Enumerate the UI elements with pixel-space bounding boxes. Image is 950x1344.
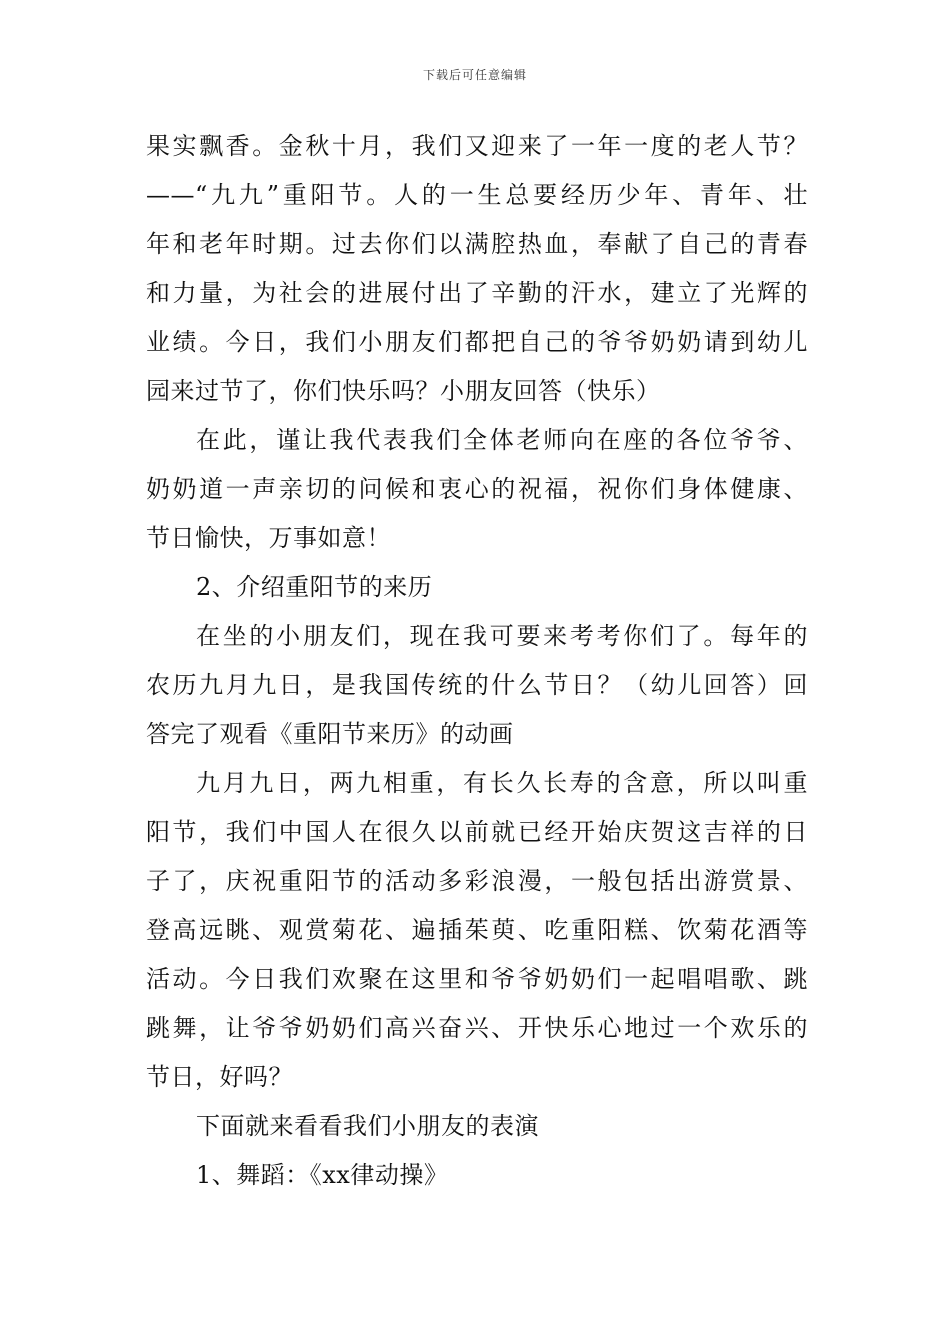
document-body bbox=[146, 122, 808, 1200]
text-line: 2、介绍重阳节的来历 bbox=[196, 573, 433, 601]
paragraph bbox=[146, 612, 808, 759]
text-line: 登高远眺、观赏菊花、遍插茱萸、吃重阳糕、饮菊花酒等 bbox=[146, 916, 808, 944]
text-line: 园来过节了，你们快乐吗？小朋友回答（快乐） bbox=[146, 377, 661, 405]
text-line: ——“九九”重阳节。人的一生总要经历少年、青年、壮 bbox=[146, 181, 808, 209]
text-line: 子了，庆祝重阳节的活动多彩浪漫，一般包括出游赏景、 bbox=[146, 867, 808, 895]
text-line: 节日，好吗？ bbox=[146, 1063, 293, 1091]
paragraph bbox=[146, 563, 808, 612]
text-line: 下面就来看看我们小朋友的表演 bbox=[196, 1112, 539, 1140]
text-line: 节日愉快，万事如意！ bbox=[146, 524, 391, 552]
text-line: 九月九日，两九相重，有长久长寿的含意，所以叫重 bbox=[196, 769, 808, 797]
text-line: 在此，谨让我代表我们全体老师向在座的各位爷爷、 bbox=[196, 426, 808, 454]
text-line: 1、舞蹈：《xx律动操》 bbox=[196, 1161, 449, 1189]
text-line: 跳舞，让爷爷奶奶们高兴奋兴、开快乐心地过一个欢乐的 bbox=[146, 1014, 808, 1042]
text-line: 奶奶道一声亲切的问候和衷心的祝福，祝你们身体健康、 bbox=[146, 475, 808, 503]
paragraph bbox=[146, 1151, 808, 1200]
text-line: 农历九月九日，是我国传统的什么节日？（幼儿回答）回 bbox=[146, 671, 808, 699]
paragraph bbox=[146, 759, 808, 1102]
text-line: 年和老年时期。过去你们以满腔热血，奉献了自己的青春 bbox=[146, 230, 808, 258]
text-line: 阳节，我们中国人在很久以前就已经开始庆贺这吉祥的日 bbox=[146, 818, 808, 846]
page-header: 下载后可任意编辑 bbox=[422, 68, 527, 82]
text-line: 果实飘香。金秋十月，我们又迎来了一年一度的老人节？ bbox=[146, 132, 808, 160]
text-line: 在坐的小朋友们，现在我可要来考考你们了。每年的 bbox=[196, 622, 808, 650]
text-line: 答完了观看《重阳节来历》的动画 bbox=[146, 720, 514, 748]
paragraph bbox=[146, 1102, 808, 1151]
text-line: 活动。今日我们欢聚在这里和爷爷奶奶们一起唱唱歌、跳 bbox=[146, 965, 808, 993]
paragraph bbox=[146, 416, 808, 563]
text-line: 和力量，为社会的进展付出了辛勤的汗水，建立了光辉的 bbox=[146, 279, 808, 307]
paragraph bbox=[146, 122, 808, 416]
text-line: 业绩。今日，我们小朋友们都把自己的爷爷奶奶请到幼儿 bbox=[146, 328, 808, 356]
